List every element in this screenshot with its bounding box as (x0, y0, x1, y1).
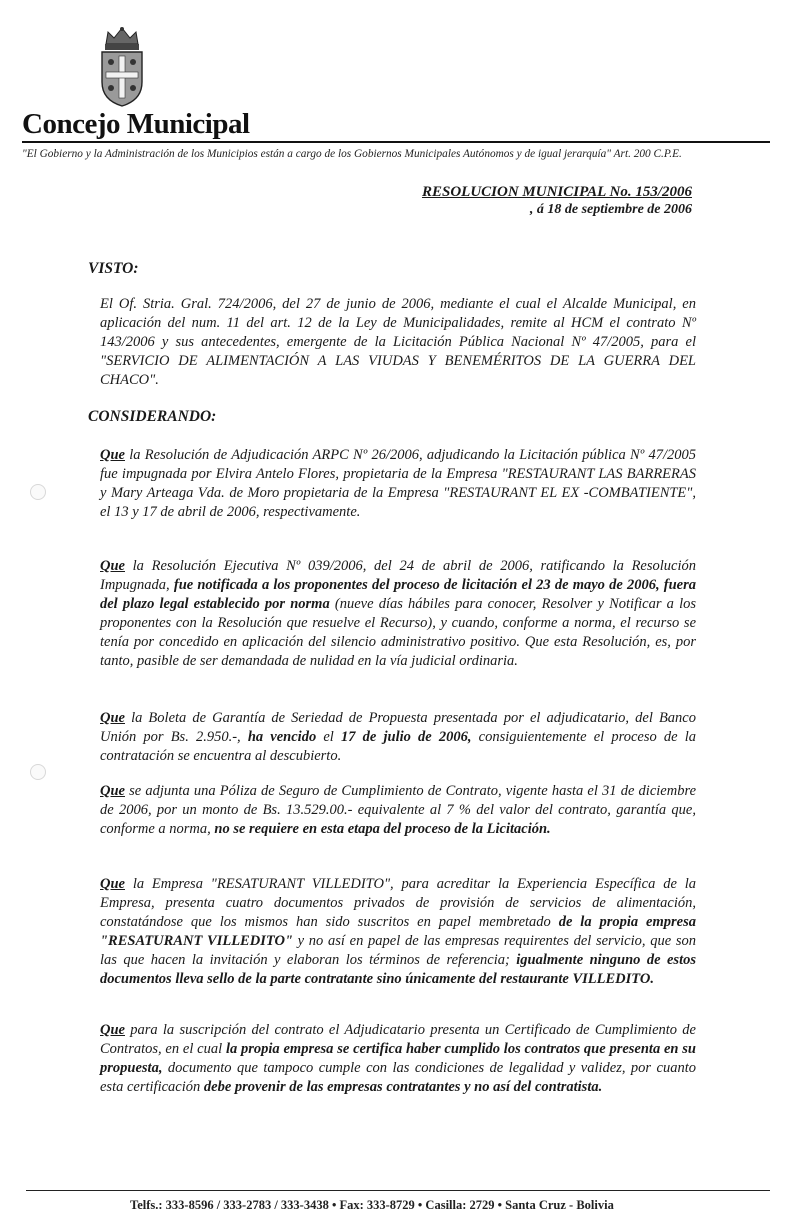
margin-punch-hole (30, 764, 46, 780)
que-lead: Que (100, 876, 125, 892)
margin-punch-hole (30, 484, 46, 500)
considerando-paragraph-4: Que se adjunta una Póliza de Seguro de Cumplimiento de Contrato, vigente hasta el 31 de diciembre de 2006, por un monto de Bs. 13.529.00.- equivalente al 7 % del valor del contrato, garantía que, conforme a norma, no se requiere en esta etapa del proceso de la Licitación. (100, 783, 696, 837)
que-lead: Que (100, 783, 125, 799)
que-lead: Que (100, 1022, 125, 1038)
resolution-title: RESOLUCION MUNICIPAL No. 153/2006 (421, 184, 692, 200)
que-lead: Que (100, 447, 125, 463)
considerando-paragraph-5: Que la Empresa "RESATURANT VILLEDITO", para acreditar la Experiencia Específica de la Empresa, presenta cuatro documentos privados de provisión de servicios de alimentación, constatándose que los mismos han sido suscritos en papel membretado de la propia empresa "RESATURANT VILLEDITO" y no así en papel de las empresas requirentes del servicio, que son las que hacen la invitación y elaboran los términos de referencia; igualmente ninguno de estos documentos lleva sello de la parte contratante sino únicamente del restaurante VILLEDITO. (100, 876, 696, 987)
que-lead: Que (100, 558, 125, 574)
considerando-paragraph-1: Que la Resolución de Adjudicación ARPC Nº 26/2006, adjudicando la Licitación pública Nº 47/2005 fue impugnada por Elvira Antelo Flores, propietaria de la Empresa "RESTAURANT LAS BARRERAS y Mary Arteaga Vda. de Moro propietaria de la Empresa "RESTAURANT EL EX -COMBATIENTE", el 13 y 17 de abril de 2006, respectivamente. (100, 447, 696, 520)
header-divider (22, 141, 770, 143)
visto-heading: VISTO: (88, 260, 139, 277)
coat-of-arms-icon (96, 26, 148, 108)
resolution-block (422, 184, 692, 218)
organization-name: Concejo Municipal (22, 108, 250, 140)
footer-divider (26, 1190, 770, 1191)
header-motto: "El Gobierno y la Administración de los Municipios están a cargo de los Gobiernos Municipales Autónomos y de igual jerarquía" Art. 200 C.P.E. (22, 148, 682, 160)
resolution-date: , á 18 de septiembre de 2006 (529, 202, 692, 217)
que-lead: Que (100, 710, 125, 726)
considerando-paragraph-2: Que la Resolución Ejecutiva Nº 039/2006, del 24 de abril de 2006, ratificando la Resolución Impugnada, fue notificada a los proponentes del proceso de licitación el 23 de mayo de 2006, fuera del plazo legal establecido por norma (nueve días hábiles para conocer, Resolver y Notificar a los proponentes con la Resolución que resuelve el Recurso), y cuando, conforme a norma, el recurso se tenía por concedido en aplicación del silencio administrativo positivo. Que esta Resolución, es, por tanto, pasible de ser demandada de nulidad en la vía judicial ordinaria. (100, 558, 696, 669)
considerando-paragraph-3: Que la Boleta de Garantía de Seriedad de Propuesta presentada por el adjudicatario, del Banco Unión por Bs. 2.950.-, ha vencido el 17 de julio de 2006, consiguientemente el proceso de la contratación se encuentra al descubierto. (100, 710, 696, 764)
footer-contact: Telfs.: 333-8596 / 333-2783 / 333-3438 • Fax: 333-8729 • Casilla: 2729 • Santa Cruz - Bolivia (130, 1198, 614, 1212)
considerando-heading: CONSIDERANDO: (88, 408, 217, 425)
considerando-paragraph-6: Que para la suscripción del contrato el Adjudicatario presenta un Certificado de Cumplimiento de Contratos, en el cual la propia empresa se certifica haber cumplido los contratos que presenta en su propuesta, documento que tampoco cumple con las condiciones de legalidad y validez, por cuanto esta certificación debe provenir de las empresas contratantes y no así del contratista. (100, 1022, 696, 1095)
visto-paragraph: El Of. Stria. Gral. 724/2006, del 27 de junio de 2006, mediante el cual el Alcalde Municipal, en aplicación del num. 11 del art. 12 de la Ley de Municipalidades, remite al HCM el contrato Nº 143/2006 y sus antecedentes, emergente de la Licitación Pública Nacional Nº 47/2005, para el "SERVICIO DE ALIMENTACIÓN A LAS VIUDAS Y BENEMÉRITOS DE LA GUERRA DEL CHACO". (100, 296, 696, 388)
